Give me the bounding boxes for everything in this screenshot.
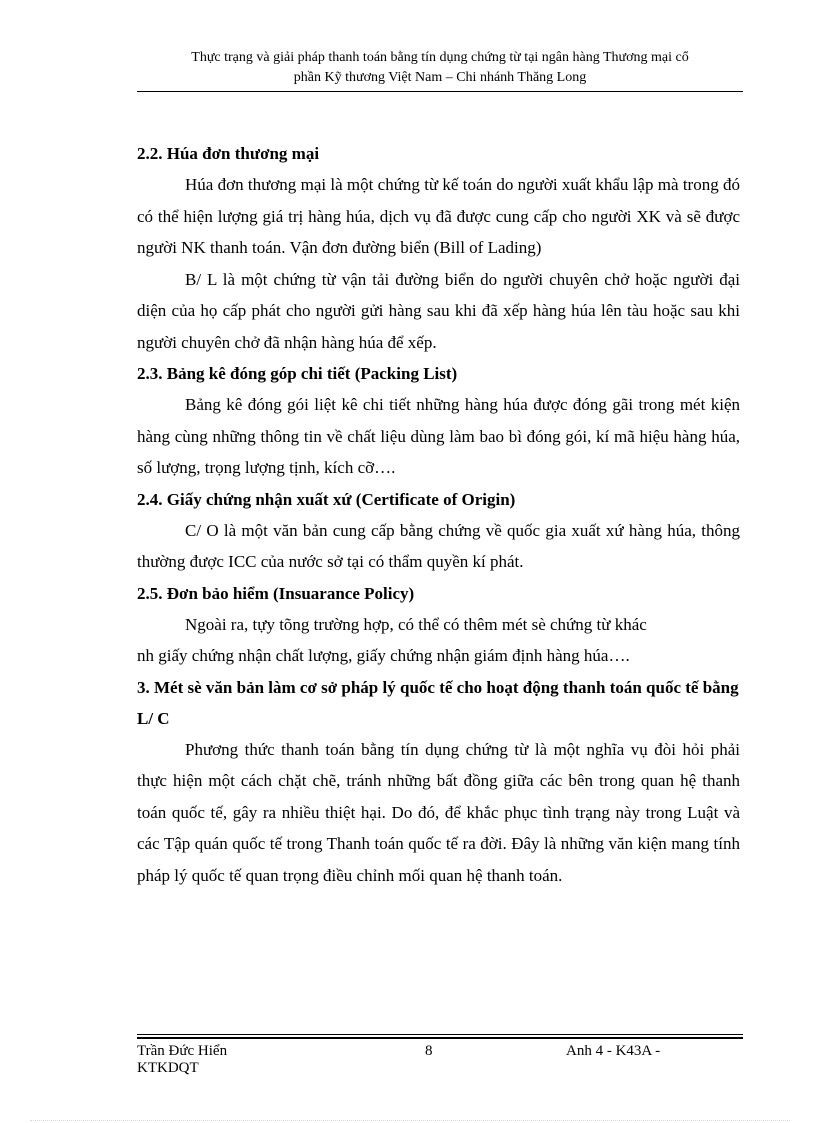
footer-department: KTKDQT [137,1060,199,1076]
footer-divider-thin [137,1034,743,1035]
paragraph-legal-basis: Phương thức thanh toán bằng tín dụng chứng từ là một nghĩa vụ đòi hỏi phải thực hiện một cách chặt chẽ, tránh những bất đồng giữa các bên trong quan hệ thanh toán quốc tế, gây ra nhiều thiệt hại. Do đó, để khắc phục tình trạng này trong Luật và các Tập quán quốc tế trong Thanh toán quốc tế ra đời. Đây là những văn kiện mang tính pháp lý quốc tế quan trọng điều chỉnh mối quan hệ thanh toán. [137,739,740,885]
header-line-2: phần Kỹ thương Việt Nam – Chi nhánh Thăng Long [293,70,587,85]
footer-author: Trần Đức Hiển [137,1043,228,1059]
section-heading-2-4: 2.4. Giấy chứng nhận xuất xứ (Certificate of Origin) [137,489,516,509]
section-heading-3: 3. Mét sè văn bản làm cơ sở pháp lý quốc tế cho hoạt động thanh toán quốc tế bằng L/ C [137,677,739,728]
page-header [137,48,743,88]
header-divider [137,91,743,92]
paragraph-bill-of-lading: B/ L là một chứng từ vận tải đường biển do người chuyên chở hoặc người đại diện của họ cấp phát cho người gửi hàng sau khi đã xếp hàng húa lên tàu hoặc sau khi người chuyên chở đã nhận hàng húa để xếp. [137,269,740,352]
paragraph-insurance-2: nh giấy chứng nhận chất lượng, giấy chứng nhận giám định hàng húa…. [137,646,630,665]
header-line-1: Thực trạng và giải pháp thanh toán bằng tín dụng chứng từ tại ngân hàng Thương mại cổ [191,50,689,65]
paragraph-packing-list: Bảng kê đóng gói liệt kê chi tiết những hàng húa được đóng gãi trong mét kiện hàng cùng những thông tin về chất liệu dùng làm bao bì đóng gói, kí mã hiệu hàng húa, số lượng, trọng lượng tịnh, kích cỡ…. [137,395,740,477]
page-number: 8 [425,1043,433,1059]
section-heading-2-5: 2.5. Đơn bảo hiểm (Insuarance Policy) [137,583,415,603]
paragraph-commercial-invoice: Húa đơn thương mại là một chứng từ kế toán do người xuất khẩu lập mà trong đó có thể hiện lượng giá trị hàng húa, dịch vụ đã được cung cấp cho người XK và sẽ được người NK thanh toán. Vận đơn đường biển (Bill of Lading) [137,175,740,257]
paragraph-certificate-of-origin: C/ O là một văn bản cung cấp bằng chứng về quốc gia xuất xứ hàng húa, thông thường được ICC của nước sở tại có thẩm quyền kí phát. [137,520,740,571]
section-heading-2-2: 2.2. Húa đơn thương mại [137,144,320,163]
footer-class: Anh 4 - K43A - [566,1043,661,1059]
page-bottom-dotted-line [30,1120,790,1121]
document-body [137,138,740,891]
footer-divider-thick [137,1037,743,1039]
paragraph-insurance-1: Ngoài ra, tựy tõng trường hợp, có thể có thêm mét sè chứng từ khác [185,614,647,634]
section-heading-2-3: 2.3. Bảng kê đóng góp chi tiết (Packing List) [137,364,458,383]
